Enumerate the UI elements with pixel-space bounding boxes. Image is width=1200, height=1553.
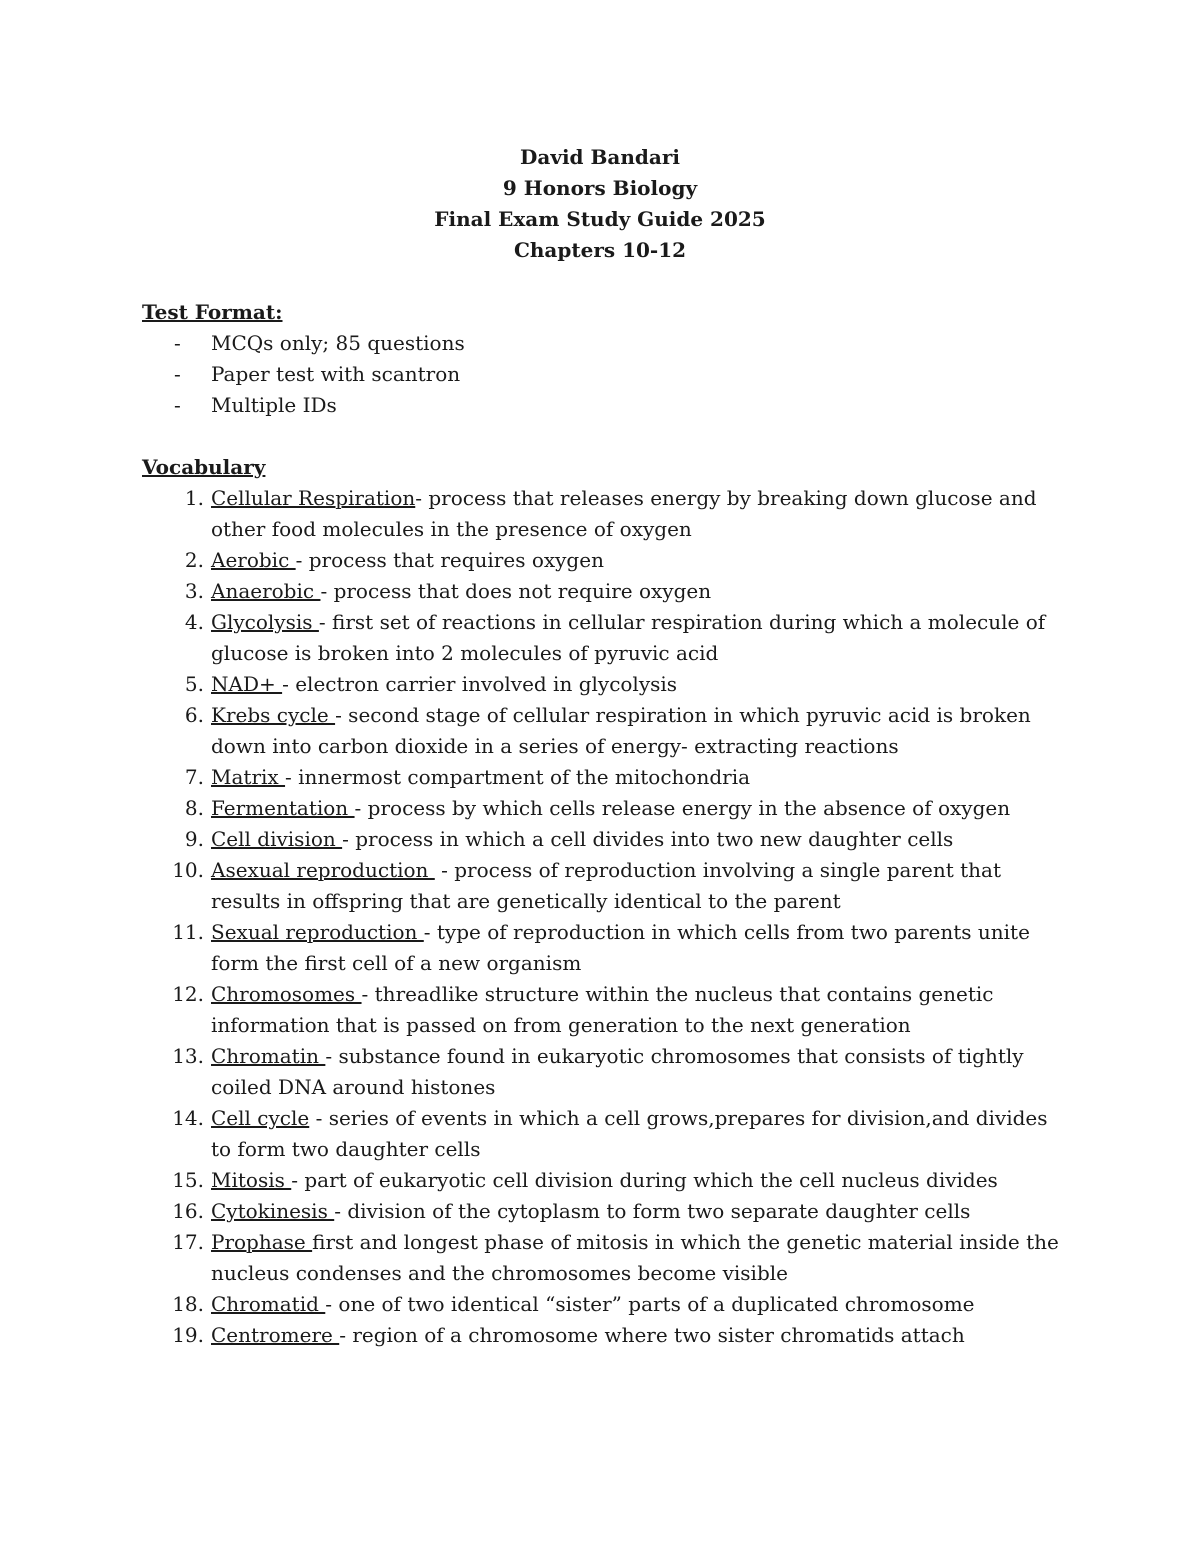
- vocab-term: Chromosomes: [211, 982, 362, 1006]
- vocab-term: Chromatin: [211, 1044, 326, 1068]
- vocab-item: [142, 545, 1062, 576]
- vocab-item: [142, 855, 1062, 917]
- vocab-definition: - electron carrier involved in glycolysis: [282, 672, 678, 696]
- vocab-item: [142, 700, 1062, 762]
- vocab-definition: first and longest phase of mitosis in which the genetic material inside the nucleus condenses and the chromosomes become visible: [211, 1230, 1066, 1285]
- document-header: [0, 142, 1200, 266]
- vocab-definition: - process that does not require oxygen: [320, 579, 712, 603]
- vocab-number: 1.: [184, 486, 204, 510]
- vocab-number: 16.: [172, 1199, 204, 1223]
- vocab-definition: - part of eukaryotic cell division during which the cell nucleus divides: [291, 1168, 998, 1192]
- list-item: [142, 359, 465, 390]
- vocab-item: [142, 1041, 1062, 1103]
- vocab-definition: - division of the cytoplasm to form two separate daughter cells: [334, 1199, 971, 1223]
- vocab-term: Matrix: [211, 765, 286, 789]
- student-name: David Bandari: [520, 145, 680, 169]
- vocabulary-list: [142, 483, 1066, 1351]
- vocab-term: Asexual reproduction: [211, 858, 435, 882]
- document-title: Final Exam Study Guide 2025: [434, 207, 766, 231]
- vocab-number: 4.: [184, 610, 204, 634]
- vocab-number: 11.: [172, 920, 204, 944]
- vocab-definition: - process of reproduction involving a single parent that results in offspring that are genetically identical to the parent: [211, 858, 1008, 913]
- vocab-number: 3.: [184, 579, 204, 603]
- vocab-item: [142, 1289, 1062, 1320]
- vocab-number: 9.: [184, 827, 204, 851]
- vocab-item: [142, 979, 1062, 1041]
- dash-bullet: -: [174, 331, 181, 355]
- vocab-number: 17.: [172, 1230, 204, 1254]
- vocab-term: Chromatid: [211, 1292, 326, 1316]
- vocab-item: [142, 576, 1062, 607]
- vocab-number: 15.: [172, 1168, 204, 1192]
- vocab-item: [142, 1227, 1066, 1289]
- list-item-text: MCQs only; 85 questions: [211, 331, 465, 355]
- vocab-term: NAD+: [211, 672, 283, 696]
- vocab-item: [142, 917, 1062, 979]
- vocab-item: [142, 1165, 1062, 1196]
- vocab-definition: - threadlike structure within the nucleus that contains genetic information that is passed on from generation to the next generation: [211, 982, 1000, 1037]
- vocab-term: Cell cycle: [211, 1106, 310, 1130]
- vocabulary-heading: Vocabulary: [142, 455, 266, 479]
- list-item-text: Multiple IDs: [211, 393, 337, 417]
- vocab-item: [142, 793, 1062, 824]
- list-item: [142, 390, 465, 421]
- vocab-number: 8.: [184, 796, 204, 820]
- vocab-definition: - process in which a cell divides into two new daughter cells: [342, 827, 954, 851]
- vocab-item: [142, 1320, 1062, 1351]
- vocab-definition: - region of a chromosome where two sister chromatids attach: [339, 1323, 965, 1347]
- list-item: [142, 328, 465, 359]
- vocab-definition: - process that releases energy by breaking down glucose and other food molecules in the presence of oxygen: [211, 486, 1043, 541]
- vocab-definition: - second stage of cellular respiration in which pyruvic acid is broken down into carbon dioxide in a series of energy- extracting reactions: [211, 703, 1038, 758]
- vocab-number: 10.: [172, 858, 204, 882]
- dash-bullet: -: [174, 362, 181, 386]
- vocab-definition: - substance found in eukaryotic chromosomes that consists of tightly coiled DNA around histones: [211, 1044, 1030, 1099]
- vocab-number: 7.: [184, 765, 204, 789]
- vocab-definition: - process that requires oxygen: [295, 548, 604, 572]
- vocab-number: 13.: [172, 1044, 204, 1068]
- vocab-term: Fermentation: [211, 796, 355, 820]
- vocab-term: Aerobic: [211, 548, 296, 572]
- vocab-definition: - innermost compartment of the mitochondria: [285, 765, 751, 789]
- vocab-item: [142, 1103, 1062, 1165]
- vocab-definition: - first set of reactions in cellular respiration during which a molecule of glucose is broken into 2 molecules of pyruvic acid: [211, 610, 1052, 665]
- vocab-term: Prophase: [211, 1230, 313, 1254]
- vocab-number: 19.: [172, 1323, 204, 1347]
- vocab-definition: - series of events in which a cell grows,prepares for division,and divides to form two daughter cells: [211, 1106, 1054, 1161]
- vocab-number: 18.: [172, 1292, 204, 1316]
- vocab-term: Cell division: [211, 827, 343, 851]
- vocab-term: Centromere: [211, 1323, 340, 1347]
- vocab-number: 14.: [172, 1106, 204, 1130]
- vocab-item: [142, 1196, 1062, 1227]
- vocab-item: [142, 483, 1062, 545]
- vocab-number: 5.: [184, 672, 204, 696]
- vocab-item: [142, 669, 1062, 700]
- vocab-term: Mitosis: [211, 1168, 292, 1192]
- vocab-term: Anaerobic: [211, 579, 321, 603]
- vocab-term: Cytokinesis: [211, 1199, 335, 1223]
- vocab-number: 12.: [172, 982, 204, 1006]
- vocab-definition: - type of reproduction in which cells from two parents unite form the first cell of a new organism: [211, 920, 1037, 975]
- vocab-number: 6.: [184, 703, 204, 727]
- vocab-definition: - process by which cells release energy in the absence of oxygen: [354, 796, 1011, 820]
- test-format-list: [142, 328, 465, 421]
- vocab-number: 2.: [184, 548, 204, 572]
- vocab-item: [142, 762, 1062, 793]
- vocab-definition: - one of two identical “sister” parts of a duplicated chromosome: [325, 1292, 975, 1316]
- vocab-term: Glycolysis: [211, 610, 319, 634]
- chapters-label: Chapters 10-12: [513, 238, 687, 262]
- course-name: 9 Honors Biology: [502, 176, 698, 200]
- vocab-item: [142, 607, 1062, 669]
- test-format-heading: Test Format:: [142, 300, 283, 324]
- vocab-term: Krebs cycle: [211, 703, 336, 727]
- list-item-text: Paper test with scantron: [211, 362, 461, 386]
- vocab-term: Sexual reproduction: [211, 920, 424, 944]
- vocab-term: Cellular Respiration: [211, 486, 416, 510]
- dash-bullet: -: [174, 393, 181, 417]
- vocab-item: [142, 824, 1062, 855]
